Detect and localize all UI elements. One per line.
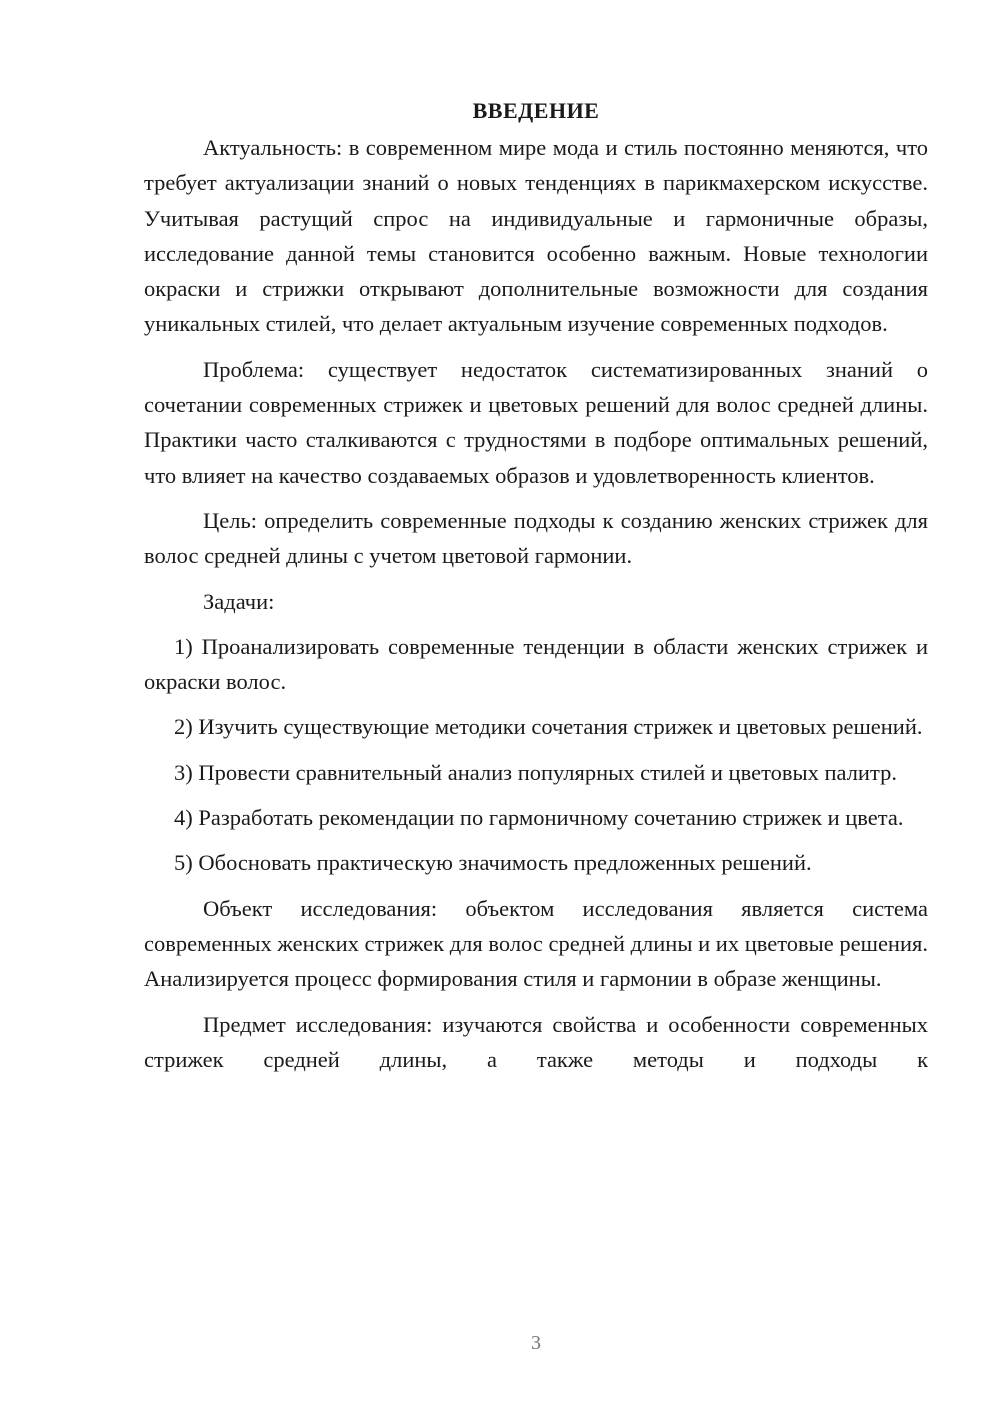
task-item-1: 1) Проанализировать современные тенденции в области женских стрижек и окраски волос. — [144, 633, 928, 695]
task-item-4: 4) Разработать рекомендации по гармоничному сочетанию стрижек и цвета. — [174, 805, 904, 831]
page-title: ВВЕДЕНИЕ — [472, 98, 600, 123]
relevance-paragraph: Актуальность: в современном мире мода и стиль постоянно меняются, что требует актуализации знаний о новых тенденциях в парикмахерском искусстве. Учитывая растущий спрос на индивидуальные и гармоничные образы, исследование данной темы становится особенно важным. Новые технологии окраски и стрижки открывают дополнительные возможности для создания уникальных стилей, что делает актуальным изучение современных подходов. — [144, 135, 928, 337]
goal-paragraph: Цель: определить современные подходы к созданию женских стрижек для волос средней длины с учетом цветовой гармонии. — [144, 507, 928, 569]
task-item-3: 3) Провести сравнительный анализ популярных стилей и цветовых палитр. — [174, 759, 897, 785]
page-number: 3 — [531, 1332, 541, 1354]
object-paragraph: Объект исследования: объектом исследования является система современных женских стрижек для волос средней длины и их цветовые решения. Анализируется процесс формирования стиля и гармонии в образе женщины. — [144, 895, 928, 992]
task-item-5: 5) Обосновать практическую значимость предложенных решений. — [174, 850, 812, 876]
document-page — [144, 96, 928, 1077]
subject-paragraph: Предмет исследования: изучаются свойства и особенности современных стрижек средней длины, а также методы и подходы к — [144, 1011, 928, 1072]
tasks-heading: Задачи: — [203, 588, 275, 614]
problem-paragraph: Проблема: существует недостаток систематизированных знаний о сочетании современных стрижек и цветовых решений для волос средней длины. Практики часто сталкиваются с трудностями в подборе оптимальных решений, что влияет на качество создаваемых образов и удовлетворенность клиентов. — [144, 356, 928, 488]
task-item-2: 2) Изучить существующие методики сочетания стрижек и цветовых решений. — [174, 714, 923, 740]
